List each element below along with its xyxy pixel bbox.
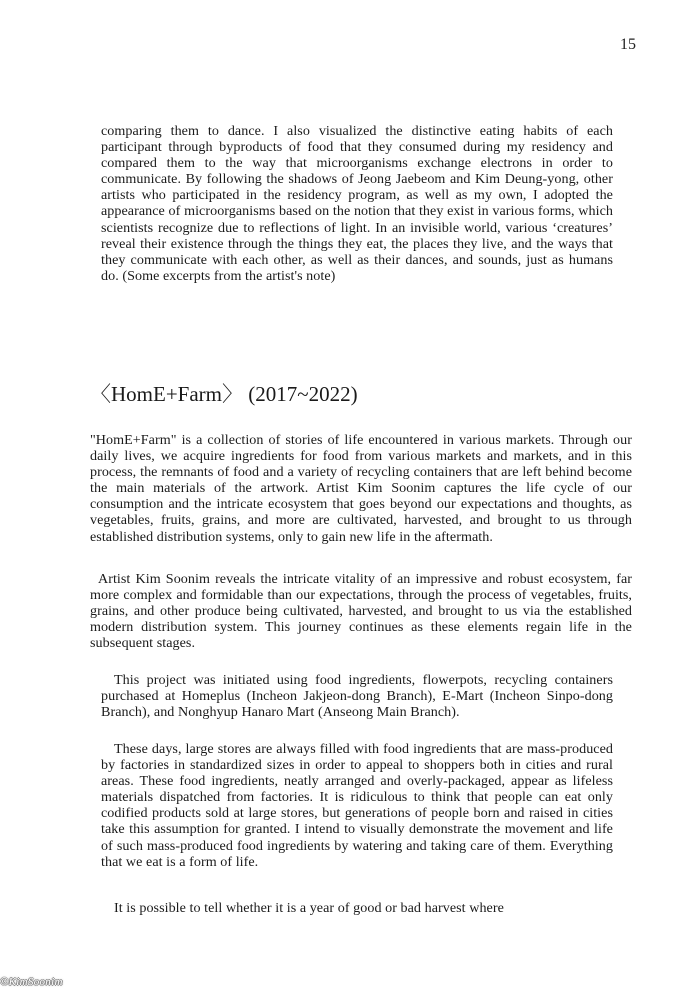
body-paragraph-5: It is possible to tell whether it is a year of good or bad harvest where	[114, 900, 504, 916]
intro-paragraph: comparing them to dance. I also visualized the distinctive eating habits of each participant through byproducts of food that they consumed during my residency and compared them to the way that microorganisms exchange electrons in order to communicate. By following the shadows of Jeong Jaebeom and Kim Deung-yong, other artists who participated in the residency program, as well as my own, I adopted the appearance of microorganisms based on the notion that they exist in various forms, which scientists recognize due to reflections of light. In an invisible world, various ‘creatures’ reveal their existence through the things they eat, the places they live, and the ways that they communicate with each other, as well as their dances, and sounds, just as humans do. (Some excerpts from the artist's note)	[101, 123, 613, 284]
body-paragraph-4: These days, large stores are always filled with food ingredients that are mass-produced by factories in standardized sizes in order to appeal to shoppers both in cities and rural areas. These food ingredients, neatly arranged and overly-packaged, appear as lifeless materials dispatched from factories. It is ridiculous to think that people can eat only codified products sold at large stores, but generations of people born and raised in cities take this assumption for granted. I intend to visually demonstrate the movement and life of such mass-produced food ingredients by watering and taking care of them. Everything that we eat is a form of life.	[101, 741, 613, 870]
copyright-watermark: ©KimSoonim	[0, 976, 63, 988]
body-paragraph-2: Artist Kim Soonim reveals the intricate vitality of an impressive and robust ecosystem, far more complex and formidable than our expectations, through the process of vegetables, fruits, grains, and other produce being cultivated, harvested, and brought to us via the established modern distribution system. This journey continues as these elements regain life in the subsequent stages.	[90, 571, 632, 652]
body-paragraph-3: This project was initiated using food ingredients, flowerpots, recycling containers purchased at Homeplus (Incheon Jakjeon-dong Branch), E-Mart (Incheon Sinpo-dong Branch), and Nonghyup Hanaro Mart (Anseong Main Branch).	[101, 672, 613, 721]
body-paragraph-1: "HomE+Farm" is a collection of stories of life encountered in various markets. Through our daily lives, we acquire ingredients for food from various markets and markets, and in this process, the remnants of food and a variety of recycling containers that are left behind become the main materials of the artwork. Artist Kim Soonim captures the life cycle of our consumption and the intricate ecosystem that goes beyond our expectations and thoughts, as vegetables, fruits, grains, and more are cultivated, harvested, and brought to us through established distribution systems, only to gain new life in the aftermath.	[90, 432, 632, 545]
section-heading: 〈HomE+Farm〉 (2017~2022)	[90, 382, 358, 406]
page-number: 15	[620, 36, 636, 53]
